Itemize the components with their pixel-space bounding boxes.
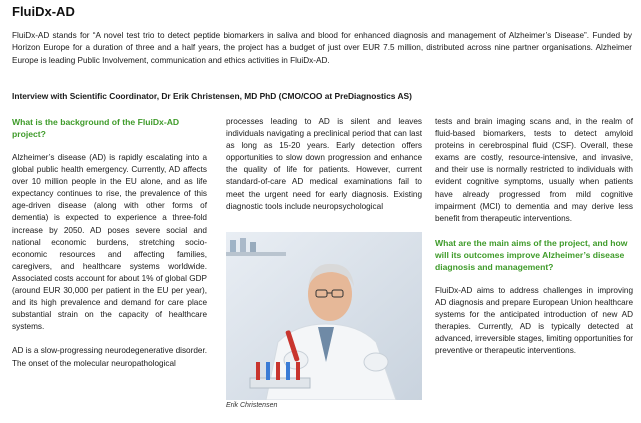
intro-paragraph: FluiDx-AD stands for “A novel test trio to detect peptide biomarkers in saliva and blood for enhanced diagnosis and management of Alzheimer’s Disease”. Funded by Horizon Europe for a duration of three and a half years, the project has a budget of just over EUR 7.5 million, distributed across nine partner organisations. Alzheimer Europe is leading Public Involvement, communication and ethics activities in FluiDx-AD. (12, 31, 632, 65)
background-paragraph-4: tests and brain imaging scans and, in the realm of fluid-based biomarkers, tests to detect amyloid proteins in cerebrospinal fluid (CSF). Overall, these exams are costly, resource-intensive, and invasive, and their use is normally restricted to individuals with evident cognitive symptoms, usually when patients have already progressed from mild cognitive impairment (MCI) to dementia and may derive less benefit from therapeutic interventions. (435, 117, 633, 223)
question-aims: What are the main aims of the project, and how will its outcomes improve Alzheimer’s disease diagnosis and management? (435, 237, 628, 272)
background-paragraph-1: Alzheimer’s disease (AD) is rapidly escalating into a global public health emergency. Currently, AD affects over 10 million people in the EU alone, and as life expectancy continues to rise, the prevalence of this age-driven disease (along with other forms of dementia) is expected to experience a three-fold increase by 2050. AD poses severe social and national economic burdens, stretching socio-economic resources and affecting families, caregivers, and healthcare systems worldwide. Associated costs account for about 1% of global GDP (around EUR 30,000 per patient in the EU per year), and its high prevalence and demand for care place substantial strain on the capacity of healthcare systems. (12, 153, 207, 332)
column-1 (12, 116, 207, 370)
lab-scientist-illustration (226, 232, 422, 400)
column-2 (226, 116, 422, 213)
column-3 (435, 116, 633, 357)
interview-heading: Interview with Scientific Coordinator, Dr Erik Christensen, MD PhD (CMO/COO at PreDiagnostics AS) (12, 91, 412, 101)
background-paragraph-3: processes leading to AD is silent and leaves individuals navigating a preclinical period that can last as long as 15-20 years. Early detection offers opportunities to slow down progression and enhance the quality of life for patients. However, current standard-of-care AD medical examinations fail to meet the urgent need for early diagnosis. Existing diagnostic tools include neuropsychological (226, 117, 422, 211)
photo-caption: Erik Christensen (226, 402, 278, 409)
portrait-photo (226, 232, 422, 400)
page-title: FluiDx-AD (12, 4, 75, 19)
question-background: What is the background of the FluiDx-AD project? (12, 117, 180, 139)
background-paragraph-2: AD is a slow-progressing neurodegenerative disorder. The onset of the molecular neuropathological (12, 346, 207, 368)
aims-paragraph: FluiDx-AD aims to address challenges in improving AD diagnosis and prepare European Union healthcare systems for the anticipated introduction of new AD therapies. Currently, AD is typically detected at advanced, irreversible stages, limiting opportunities for preventive or therapeutic interventions. (435, 285, 633, 356)
